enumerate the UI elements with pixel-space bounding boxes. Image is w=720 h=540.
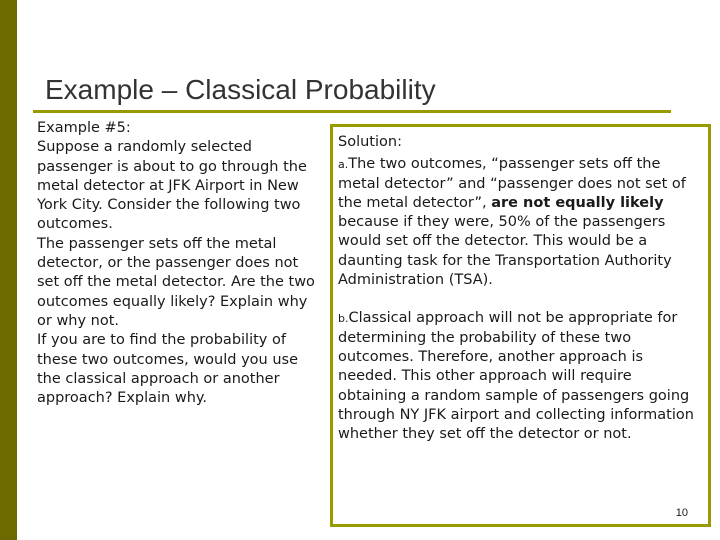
solution-part-b <box>338 309 700 444</box>
part-a-bold-text: are not equally likely <box>491 194 664 211</box>
solution-part-a <box>338 155 700 290</box>
page-number: 10 <box>675 507 688 519</box>
example-paragraph-3: If you are to find the probability of these two outcomes, would you use the classical approach or another approach? Explain why. <box>37 332 298 407</box>
solution-box <box>330 124 711 527</box>
solution-heading: Solution: <box>338 134 402 150</box>
part-a-marker: a. <box>338 158 349 172</box>
slide-title: Example – Classical Probability <box>45 74 436 105</box>
example-heading: Example #5: <box>37 120 131 136</box>
left-accent-bar <box>0 0 17 540</box>
title-underline <box>33 110 671 113</box>
part-a-text-2: because if they were, 50% of the passengers would set off the detector. This would be a daunting task for the Transportation Authority Administration (TSA). <box>338 214 672 289</box>
part-b-marker: b. <box>338 312 349 326</box>
example-column <box>37 119 322 408</box>
part-b-text: Classical approach will not be appropriate for determining the probability of these two outcomes. Therefore, another approach is needed. This other approach will require obtaining a random sample of passengers going through NY JFK airport and collecting information whether they set off the detector or not. <box>338 310 694 443</box>
part-a-text-1: The two outcomes, “passenger sets off the metal detector” and “passenger does not set of the metal detector”, <box>338 156 686 211</box>
example-paragraph-1: Suppose a randomly selected passenger is about to go through the metal detector at JFK Airport in New York City. Consider the following two outcomes. <box>37 139 307 233</box>
example-paragraph-2: The passenger sets off the metal detector, or the passenger does not set off the metal detector. Are the two outcomes equally likely? Explain why or why not. <box>37 235 315 329</box>
